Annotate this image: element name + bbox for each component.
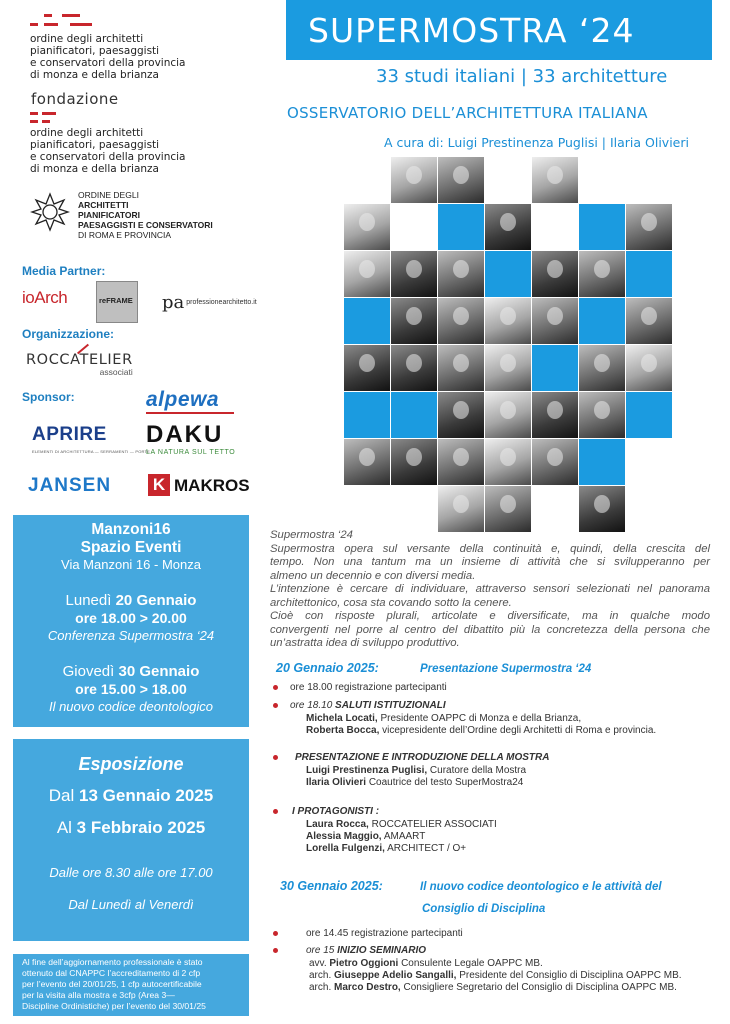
credits-note-line: per la visita alla mostra e 3cfp (Area 3— [22, 990, 175, 1000]
event1-title: Conferenza Supermostra ‘24 [47, 628, 215, 643]
bullet-icon [273, 703, 278, 708]
speaker-prefix: avv. [309, 958, 327, 969]
event1-time: ore 18.00 > 20.00 [75, 610, 187, 626]
presenter-role: Coautrice del testo SuperMostra24 [368, 777, 524, 788]
protagonists-title: I PROTAGONISTI : [292, 806, 380, 817]
page-title: SUPERMOSTRA ‘24 [286, 0, 712, 60]
credits-note-box [13, 954, 249, 1016]
protagonist-name: Alessia Maggio, [306, 831, 382, 842]
daku-logo: DAKU [146, 421, 224, 448]
mosaic-blue-tile [344, 392, 390, 438]
roccatelier-logo-text: ROCCATELIER [26, 352, 133, 368]
program2-registration: ore 14.45 registrazione partecipanti [306, 928, 463, 939]
speaker-prefix: arch. [309, 982, 332, 993]
architect-photo [485, 486, 531, 532]
architect-photo [532, 251, 578, 297]
architect-photo [438, 345, 484, 391]
ioarch-logo: ioArch [22, 288, 68, 307]
alpewa-underline [146, 412, 234, 414]
event2-title: Il nuovo codice deontologico [48, 699, 214, 714]
rome-line: PAESAGGISTI E CONSERVATORI [78, 220, 213, 230]
credits-note [22, 957, 242, 1012]
seminar-speaker1 [309, 958, 543, 970]
daku-tagline: LA NATURA SUL TETTO [146, 449, 236, 456]
rome-line: ORDINE DEGLI [78, 190, 139, 200]
speaker-name: Marco Destro, [334, 982, 401, 993]
order-monza-logo-bars [30, 14, 100, 28]
protagonist-name: Lorella Fulgenzi, [306, 843, 385, 854]
intro-line: convergenti nel porre al centro del dibattito più la concretezza della persona che [270, 623, 710, 636]
alpewa-logo: alpewa [146, 388, 220, 411]
mosaic-blue-tile [579, 298, 625, 344]
order-monza-text [30, 33, 185, 81]
speaker-role: Consigliere Segretario del Consiglio di Disciplina OAPPC MB. [403, 982, 677, 993]
bullet-icon [273, 931, 278, 936]
rome-line: PIANIFICATORI [78, 210, 141, 220]
protagonist1 [306, 819, 497, 831]
architect-photo [485, 345, 531, 391]
mosaic-blue-tile [391, 392, 437, 438]
observatory-title: OSSERVATORIO DELL’ARCHITETTURA ITALIANA [287, 104, 648, 122]
organizzazione-label: Organizzazione: [22, 327, 115, 341]
venue-space: Spazio Eventi [80, 539, 182, 556]
fondazione-line: pianificatori, paesaggisti [30, 139, 160, 151]
architect-photo [391, 251, 437, 297]
architect-photo [485, 298, 531, 344]
fondazione-text [30, 127, 185, 175]
event2-day: Giovedì [62, 663, 115, 680]
event1-day: Lunedì [65, 592, 112, 609]
roccatelier-logo-sub: associati [99, 367, 133, 377]
mosaic-blue-tile [579, 204, 625, 250]
program1-saluti [290, 700, 446, 712]
aprire-logo: APRIRE [32, 424, 107, 445]
architect-photo [579, 251, 625, 297]
intro-line: Supermostra opera sul versante della continuità e, quindi, della crescita del [270, 542, 710, 555]
exhibition-to-prefix: Al [56, 818, 72, 837]
exhibition-hours: Dalle ore 8.30 alle ore 17.00 [49, 865, 213, 880]
order-monza-line: e conservatori della provincia [30, 57, 186, 69]
presenter1 [306, 765, 526, 777]
mosaic-blue-tile [626, 251, 672, 297]
bullet-icon [273, 755, 278, 760]
seminar-title: INIZIO SEMINARIO [337, 945, 427, 956]
reframe-logo [96, 281, 138, 323]
architect-photo [626, 204, 672, 250]
architect-photo [485, 439, 531, 485]
speaker-name: Giuseppe Adelio Sangalli, [334, 970, 457, 981]
architect-photo [579, 345, 625, 391]
architect-photo [579, 486, 625, 532]
fondazione-line: ordine degli architetti [30, 127, 144, 139]
protagonist-name: Laura Rocca, [306, 819, 369, 830]
program2-title-line2: Consiglio di Disciplina [422, 903, 546, 915]
speaker-prefix: arch. [309, 970, 332, 981]
exhibition-box [13, 739, 249, 941]
protagonist-role: ARCHITECT / O+ [387, 843, 467, 854]
exhibition-days: Dal Lunedì al Venerdì [68, 897, 194, 912]
intro-line: Cioè con risposte plurali, articolate e diversificate, ma in qualche modo [270, 610, 710, 622]
architect-photo [532, 392, 578, 438]
speaker-name: Roberta Bocca, [306, 725, 380, 736]
presenter-name: Luigi Prestinenza Puglisi, [306, 765, 428, 776]
intro-line: architettonico, cosa sta covando sotto la cenere. [270, 596, 512, 609]
fondazione-line: e conservatori della provincia [30, 151, 186, 163]
reframe-logo-text: reFRAME [99, 296, 133, 305]
exhibition-from-date: 13 Gennaio 2025 [79, 786, 214, 805]
program1-registration: ore 18.00 registrazione partecipanti [290, 682, 447, 693]
architect-photo [438, 439, 484, 485]
intro-line: tempo. Non una tantum ma un insieme di attività che si svilupperanno per [270, 556, 710, 568]
mosaic-blue-tile [485, 251, 531, 297]
speaker-name: Pietro Oggioni [329, 958, 399, 969]
mosaic-blue-tile [438, 204, 484, 250]
architect-photo [391, 157, 437, 203]
seminar-time: ore 15 [306, 945, 335, 956]
order-monza-line: pianificatori, paesaggisti [30, 45, 160, 57]
speaker-name: Michela Locati, [306, 713, 378, 724]
protagonist3 [306, 843, 466, 855]
architect-photo [344, 251, 390, 297]
exhibition-from [13, 786, 249, 806]
program1-title: Presentazione Supermostra ‘24 [420, 663, 592, 675]
venue-address: Via Manzoni 16 - Monza [61, 557, 201, 572]
exhibition-from-prefix: Dal [48, 786, 75, 805]
program2-title-line1: Il nuovo codice deontologico e le attività del [420, 881, 662, 893]
architect-photo [485, 392, 531, 438]
mosaic-blue-tile [532, 345, 578, 391]
event2-time: ore 15.00 > 18.00 [75, 681, 187, 697]
exhibition-title: Esposizione [78, 754, 184, 774]
saluti-time: ore 18.10 [290, 700, 333, 711]
architect-photo [626, 298, 672, 344]
seminar-speaker2 [309, 970, 682, 982]
fondazione-title: fondazione [31, 90, 119, 108]
presenter2 [306, 777, 523, 789]
architect-photo [626, 345, 672, 391]
credits-note-line: per l’evento del 20/01/25, 1 cfp autocertificabile [22, 979, 202, 989]
event1-dayline [13, 592, 249, 609]
bullet-icon [273, 948, 278, 953]
presenter-name: Ilaria Olivieri [306, 777, 367, 788]
architect-photo [344, 439, 390, 485]
intro-line: L’intenzione è cercare di individuare, attraverso sensori selezionati nel panorama [270, 583, 710, 595]
protagonist-role: ROCCATELIER ASSOCIATI [371, 819, 497, 830]
order-monza-line: ordine degli architetti [30, 33, 144, 45]
roccatelier-logo [26, 352, 133, 377]
event2-dayline [13, 663, 249, 680]
protagonist-role: AMAART [383, 831, 426, 842]
architect-photo [485, 204, 531, 250]
makros-logo-mark: K [148, 474, 170, 496]
professione-architetto-logo [162, 292, 257, 313]
sponsor-label: Sponsor: [22, 390, 75, 404]
speaker-role: Presidente OAPPC di Monza e della Brianza, [380, 713, 582, 724]
curators-line: A cura di: Luigi Prestinenza Puglisi | Ilaria Olivieri [384, 135, 689, 150]
saluti-title: SALUTI ISTITUZIONALI [335, 700, 446, 711]
professione-architetto-text: professionearchitetto.it [186, 299, 257, 306]
intro-title: Supermostra ‘24 [270, 529, 353, 541]
makros-logo: MAKROS [174, 476, 250, 495]
mosaic-blue-tile [344, 298, 390, 344]
credits-note-line: Al fine dell’aggiornamento professionale è stato [22, 957, 203, 967]
intro-text [270, 529, 710, 651]
speaker-role: Consulente Legale OAPPC MB. [401, 958, 543, 969]
mosaic-blue-tile [579, 439, 625, 485]
speaker-role: Presidente del Consiglio di Disciplina OAPPC MB. [459, 970, 682, 981]
jansen-logo: JANSEN [28, 475, 112, 496]
intro-line: almeno un decennio e con diversi media. [270, 569, 476, 582]
fondazione-logo-bars [30, 112, 90, 124]
presentation-title: PRESENTAZIONE E INTRODUZIONE DELLA MOSTRA [295, 752, 550, 763]
page-subtitle: 33 studi italiani | 33 architetture [376, 66, 668, 87]
bullet-icon [273, 809, 278, 814]
event1-date: 20 Gennaio [115, 592, 197, 609]
exhibition-to-date: 3 Febbraio 2025 [76, 818, 206, 837]
rome-line: DI ROMA E PROVINCIA [78, 230, 172, 240]
venue-name: Manzoni16 [91, 521, 171, 538]
venue-box [13, 515, 249, 727]
architect-photo [344, 345, 390, 391]
architect-photo [532, 298, 578, 344]
credits-note-line: Discipline Ordinistiche) per l’evento del 30/01/25 [22, 1001, 206, 1011]
bullet-icon [273, 685, 278, 690]
architect-photo [532, 439, 578, 485]
architect-photo [438, 392, 484, 438]
architect-photo [391, 298, 437, 344]
exhibition-to [13, 818, 249, 838]
mosaic-blue-tile [626, 392, 672, 438]
architect-photo [438, 486, 484, 532]
seminar-speaker3 [309, 982, 677, 994]
media-partner-label: Media Partner: [22, 264, 106, 278]
order-monza-line: di monza e della brianza [30, 69, 159, 81]
speaker-role: vicepresidente dell’Ordine degli Architetti di Roma e provincia. [382, 725, 657, 736]
program1-speaker2 [306, 725, 656, 737]
architect-photo [438, 157, 484, 203]
rome-order-emblem-icon [30, 192, 70, 232]
pa-mark-icon: pa [162, 292, 185, 313]
program2-date: 30 Gennaio 2025: [280, 879, 383, 893]
architect-photo [391, 439, 437, 485]
program1-date: 20 Gennaio 2025: [276, 661, 379, 675]
protagonist2 [306, 831, 425, 843]
architect-photo [532, 157, 578, 203]
architect-photo [391, 345, 437, 391]
event2-date: 30 Gennaio [118, 663, 200, 680]
program2-seminar [306, 945, 426, 957]
architect-photo [344, 204, 390, 250]
rome-order-text [78, 190, 213, 240]
credits-note-line: ottenuto dal CNAPPC l’accreditamento di 2 cfp [22, 968, 201, 978]
architect-photo [579, 392, 625, 438]
presenter-role: Curatore della Mostra [429, 765, 527, 776]
fondazione-line: di monza e della brianza [30, 163, 159, 175]
aprire-tagline: ELEMENTI DI ARCHITETTURA — SERRAMENTI — PORTE [32, 449, 151, 454]
program1-speaker1 [306, 713, 581, 725]
architect-photo [438, 298, 484, 344]
architect-photo [438, 251, 484, 297]
rome-line: ARCHITETTI [78, 200, 129, 210]
intro-line: un’astratta idea di sviluppo produttivo. [270, 637, 460, 649]
